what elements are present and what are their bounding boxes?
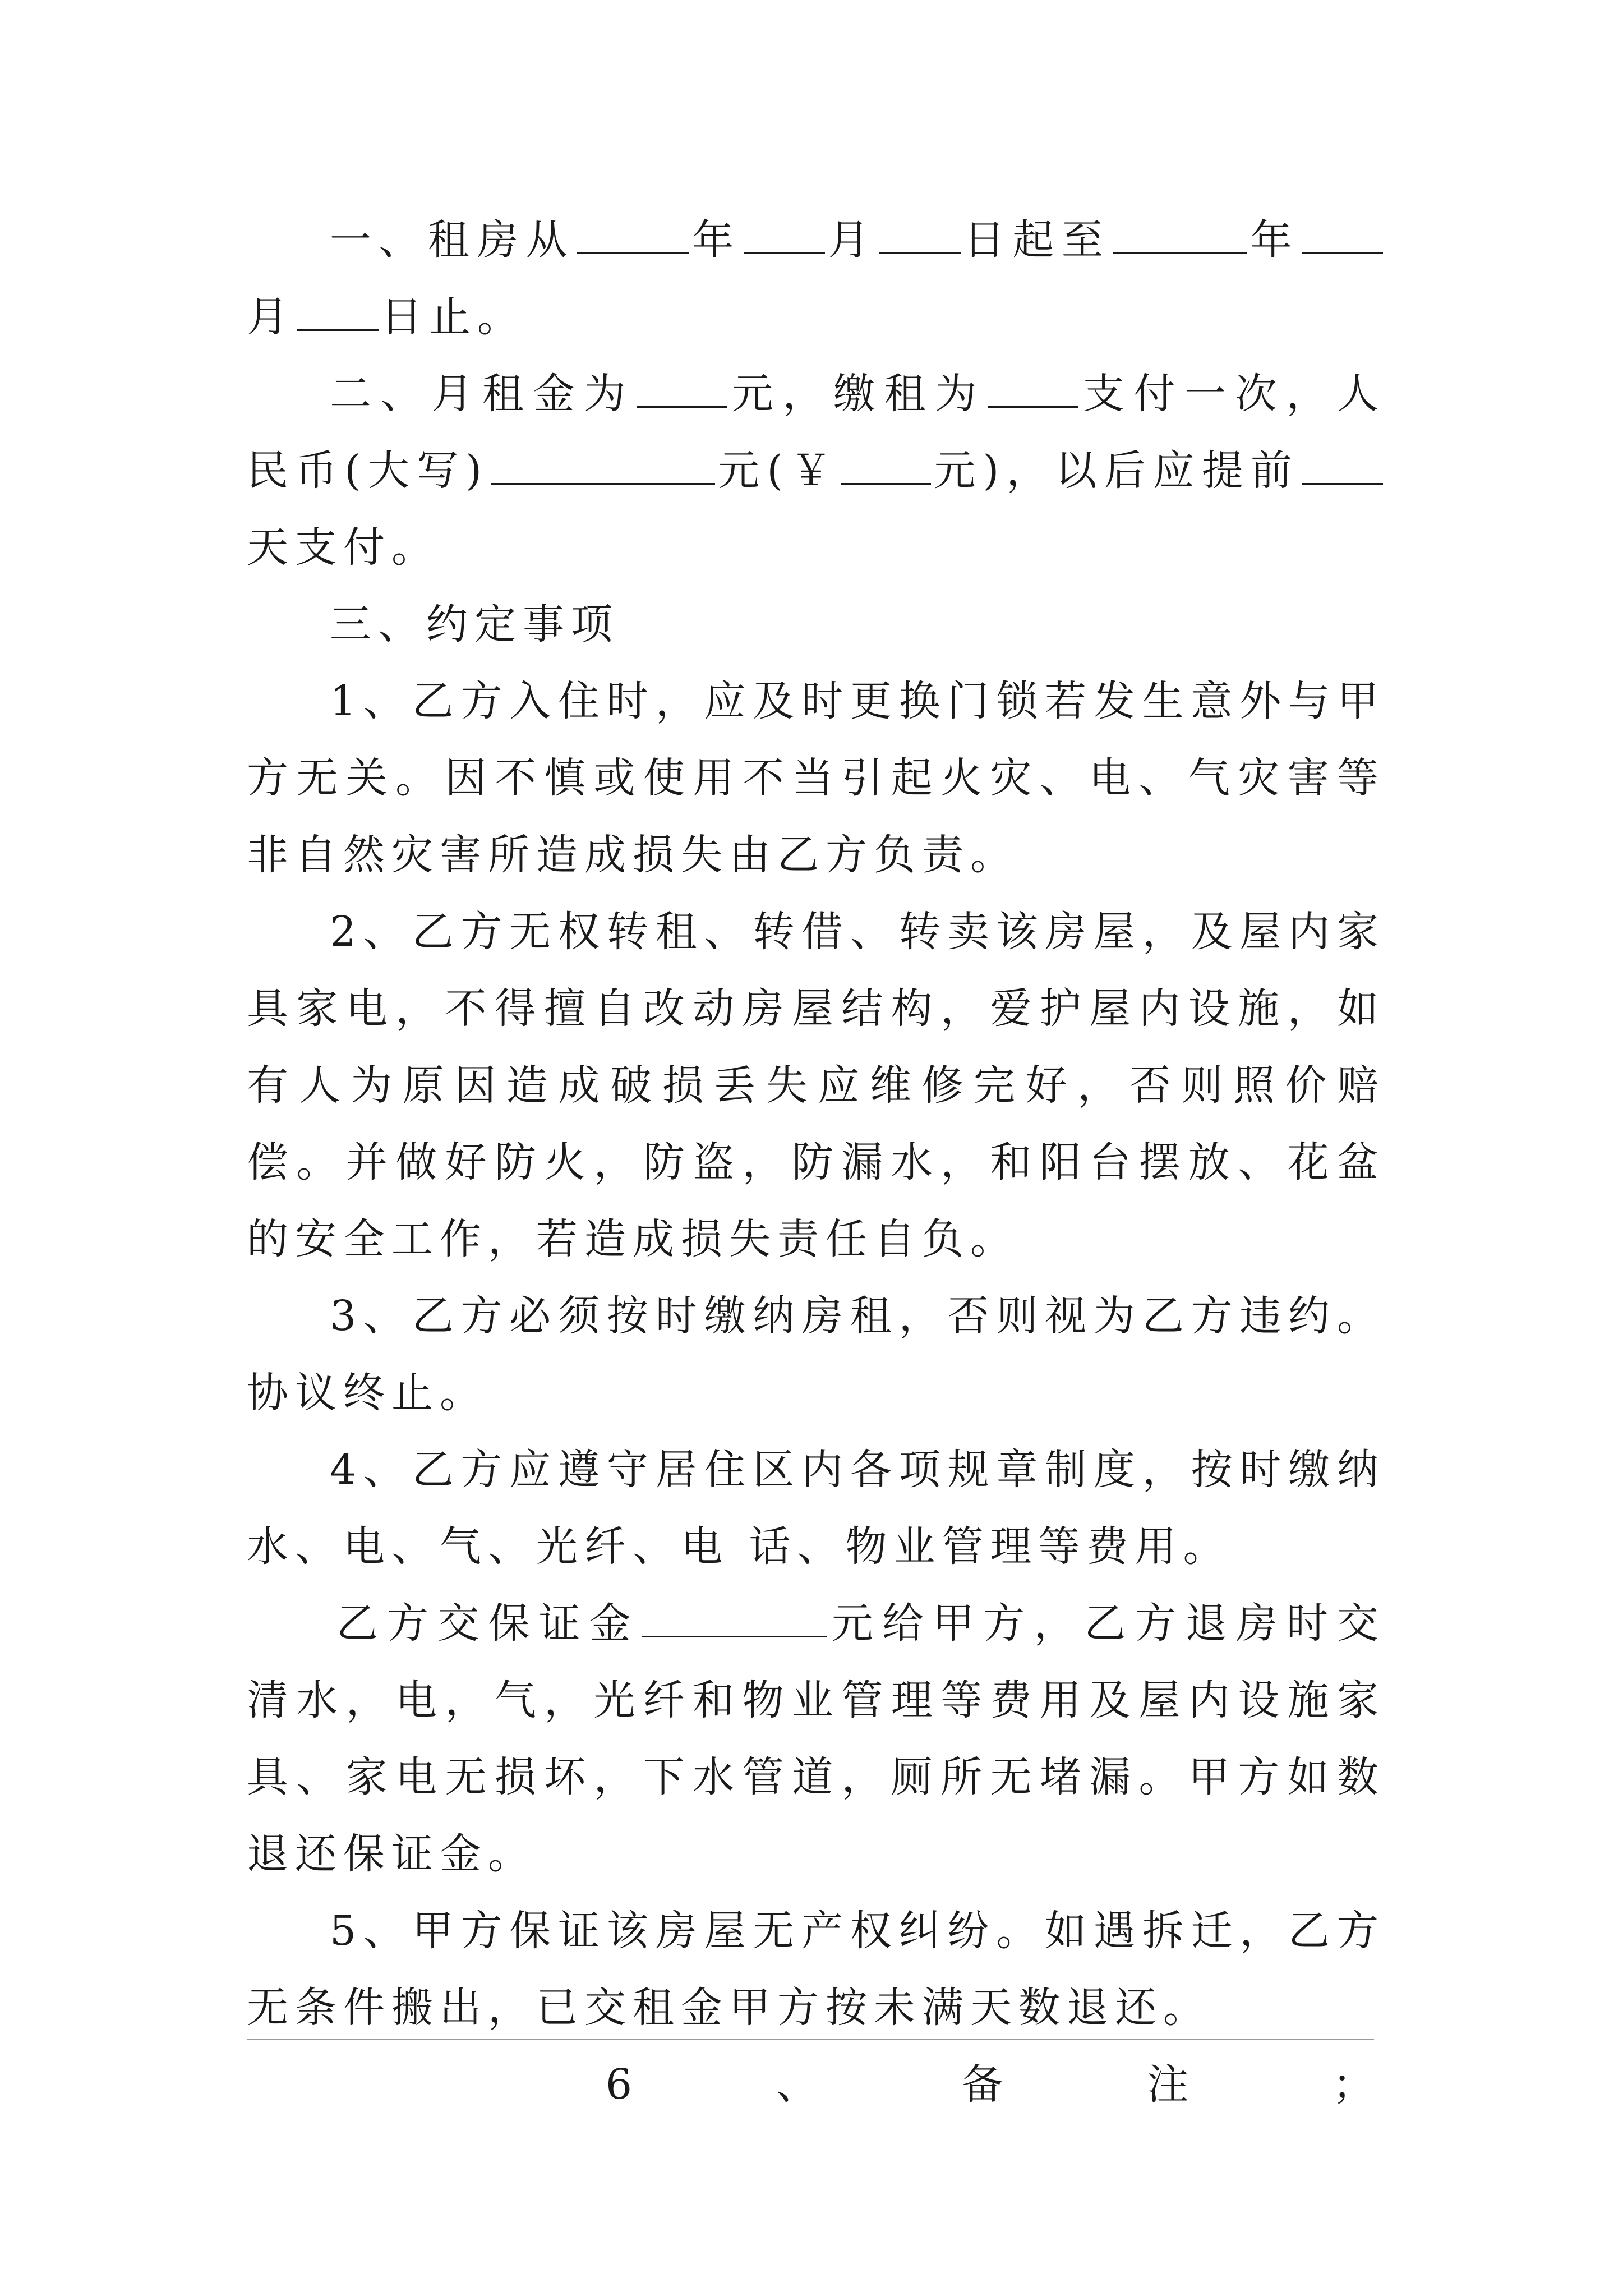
blank-advance-days[interactable]: [1302, 448, 1383, 485]
item-2: 2、乙方无权转租、转借、转卖该房屋，及屋内家具家电，不得擅自改动房屋结构，爱护屋内设施，如有人为原因造成破损丢失应维修完好，否则照价赔偿。并做好防火，防盗，防漏水，和阳台摆放、花盆的安全工作，若造成损失责任自负。: [247, 908, 1385, 1263]
blank-end-month[interactable]: [1302, 218, 1383, 254]
clause-3-title: 三、约定事项: [330, 600, 619, 648]
blank-start-year[interactable]: [577, 218, 689, 254]
item-4: 4、乙方应遵守居住区内各项规章制度，按时缴纳水、电、气、光纤、电 话、物业管理等费用。: [247, 1446, 1385, 1571]
item-6-remarks: 6 、 备 注 ；: [606, 2060, 1374, 2109]
clause-2-rent: 二、月租金为 元，缴租为 支付一次，人民币(大写) 元(￥ 元)，以后应提前天支付。: [247, 370, 1385, 572]
blank-monthly-rent[interactable]: [637, 371, 727, 408]
item-5: 5、甲方保证该房屋无产权纠纷。如遇拆迁，乙方无条件搬出，已交租金甲方按未满天数退还。: [247, 1907, 1385, 2032]
contract-body: [247, 202, 1385, 2123]
blank-payment-period[interactable]: [988, 371, 1078, 408]
remarks-fill-line[interactable]: [247, 2039, 1374, 2040]
item-1: 1、乙方入住时，应及时更换门锁若发生意外与甲方无关。因不慎或使用不当引起火灾、电、气灾害等非自然灾害所造成损失由乙方负责。: [247, 677, 1385, 879]
clause-1-lease-period: 一、租房从 年 月 日起至 年月 日止。: [247, 202, 1385, 356]
blank-start-month[interactable]: [744, 218, 825, 254]
blank-amount-in-figures[interactable]: [841, 448, 931, 485]
blank-deposit-amount[interactable]: [642, 1601, 827, 1637]
deposit-paragraph: 乙方交保证金 元给甲方，乙方退房时交清水，电，气，光纤和物业管理等费用及屋内设施家具、家电无损坏，下水管道，厕所无堵漏。甲方如数退还保证金。: [247, 1599, 1386, 1878]
blank-amount-in-words[interactable]: [491, 448, 715, 485]
blank-start-day[interactable]: [879, 218, 961, 254]
blank-end-year[interactable]: [1113, 218, 1247, 254]
item-3: 3、乙方必须按时缴纳房租，否则视为乙方违约。协议终止。: [247, 1292, 1385, 1417]
blank-end-day[interactable]: [297, 295, 379, 331]
